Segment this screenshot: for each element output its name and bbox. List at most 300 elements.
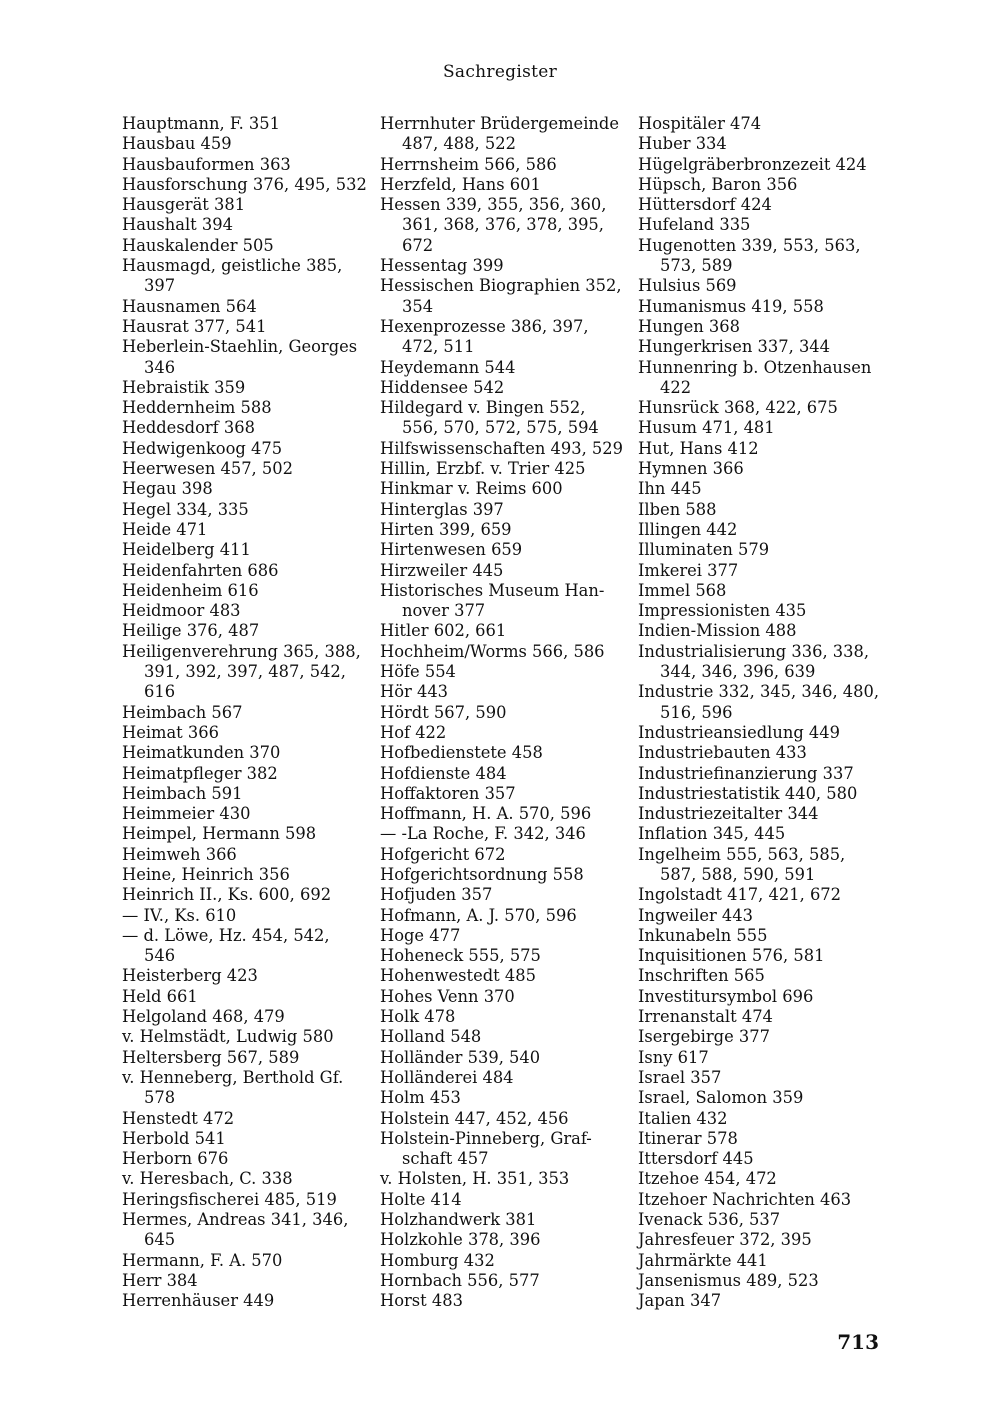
index-entry-line: Hulsius 569 bbox=[638, 276, 737, 296]
index-entry-line: Hunnenring b. Otzenhausen bbox=[638, 357, 872, 377]
index-entry bbox=[638, 1068, 883, 1088]
index-entry-line: Industrie 332, 345, 346, 480, bbox=[638, 682, 880, 702]
index-entry bbox=[122, 439, 372, 459]
index-entry-line: Herrnsheim 566, 586 bbox=[380, 154, 557, 174]
index-entry bbox=[380, 764, 632, 784]
index-entry bbox=[380, 784, 632, 804]
index-entry bbox=[638, 1230, 883, 1250]
index-entry-line: Hessentag 399 bbox=[380, 256, 504, 276]
index-entry bbox=[380, 885, 632, 905]
index-entry bbox=[638, 743, 883, 763]
index-entry bbox=[122, 1210, 372, 1251]
index-entry-line: Italien 432 bbox=[638, 1108, 728, 1128]
index-entry-line: Hungen 368 bbox=[638, 316, 740, 336]
index-entry-line: Heidmoor 483 bbox=[122, 601, 241, 621]
index-entry bbox=[380, 845, 632, 865]
index-entry-line: Industriefinanzierung 337 bbox=[638, 763, 854, 783]
index-entry-line: Hausbauformen 363 bbox=[122, 154, 291, 174]
index-entry bbox=[638, 885, 883, 905]
index-entry bbox=[380, 682, 632, 702]
index-entry bbox=[380, 581, 632, 622]
index-entry-line: Inkunabeln 555 bbox=[638, 925, 768, 945]
index-entry bbox=[638, 155, 883, 175]
index-entry-line: Heydemann 544 bbox=[380, 357, 516, 377]
index-entry-line: Hausgerät 381 bbox=[122, 195, 246, 215]
index-entry-line: Jansenismus 489, 523 bbox=[638, 1270, 819, 1290]
index-entry-line: Inquisitionen 576, 581 bbox=[638, 946, 825, 966]
index-entry bbox=[122, 824, 372, 844]
index-entry bbox=[638, 1251, 883, 1271]
index-entry bbox=[380, 1007, 632, 1027]
index-entry-line: Immel 568 bbox=[638, 580, 727, 600]
index-entry bbox=[380, 966, 632, 986]
index-entry-line: Holland 548 bbox=[380, 1027, 482, 1047]
index-entry-line: Holk 478 bbox=[380, 1007, 456, 1027]
index-entry-line: Heinrich II., Ks. 600, 692 bbox=[122, 885, 332, 905]
index-entry-line: Hoffaktoren 357 bbox=[380, 783, 516, 803]
index-entry bbox=[122, 540, 372, 560]
index-entry bbox=[122, 1271, 372, 1291]
index-entry-line: Heidelberg 411 bbox=[122, 540, 251, 560]
index-entry-line: — -La Roche, F. 342, 346 bbox=[380, 824, 586, 844]
index-entry bbox=[638, 784, 883, 804]
index-entry bbox=[122, 520, 372, 540]
index-entry-line: Heidenfahrten 686 bbox=[122, 560, 279, 580]
index-entry-line: Ittersdorf 445 bbox=[638, 1149, 754, 1169]
index-entry bbox=[122, 215, 372, 235]
index-entry-line: Heiligenverehrung 365, 388, bbox=[122, 641, 361, 661]
index-entry bbox=[638, 926, 883, 946]
index-entry bbox=[122, 378, 372, 398]
index-entry bbox=[638, 236, 883, 277]
index-entry bbox=[380, 459, 632, 479]
index-entry bbox=[380, 804, 632, 824]
index-entry-line: Hirzweiler 445 bbox=[380, 560, 504, 580]
index-entry bbox=[122, 459, 372, 479]
index-entry bbox=[122, 317, 372, 337]
index-entry-line: v. Henneberg, Berthold Gf. bbox=[122, 1067, 344, 1087]
index-entry-continuation: 672 bbox=[402, 235, 434, 255]
index-entry-continuation: 556, 570, 572, 575, 594 bbox=[402, 418, 599, 438]
index-entry-continuation: 344, 346, 396, 639 bbox=[660, 662, 816, 682]
page-number: 713 bbox=[837, 1330, 879, 1354]
index-entry bbox=[122, 743, 372, 763]
index-entry bbox=[380, 175, 632, 195]
index-entry bbox=[638, 1169, 883, 1189]
index-entry-line: Ihn 445 bbox=[638, 479, 702, 499]
index-entry-line: Hof 422 bbox=[380, 722, 447, 742]
index-entry-line: — d. Löwe, Hz. 454, 542, bbox=[122, 925, 330, 945]
index-entry-line: Heimat 366 bbox=[122, 722, 219, 742]
index-entry-line: Heringsfischerei 485, 519 bbox=[122, 1189, 337, 1209]
index-entry bbox=[638, 439, 883, 459]
index-entry-line: Haushalt 394 bbox=[122, 215, 233, 235]
index-entry-line: Helgoland 468, 479 bbox=[122, 1007, 285, 1027]
index-entry bbox=[380, 1190, 632, 1210]
index-entry bbox=[122, 398, 372, 418]
index-entry bbox=[638, 682, 883, 723]
index-entry bbox=[122, 418, 372, 438]
index-entry-line: Hohenwestedt 485 bbox=[380, 966, 536, 986]
index-entry-continuation: 578 bbox=[144, 1088, 176, 1108]
index-column-1 bbox=[122, 114, 372, 1312]
index-entry-line: Herborn 676 bbox=[122, 1149, 229, 1169]
index-entry-line: Heilige 376, 487 bbox=[122, 621, 260, 641]
index-entry-line: Held 661 bbox=[122, 986, 198, 1006]
index-entry-line: Hofbedienstete 458 bbox=[380, 743, 543, 763]
index-entry-line: Israel 357 bbox=[638, 1067, 722, 1087]
index-entry-continuation: 546 bbox=[144, 946, 176, 966]
index-entry-line: Husum 471, 481 bbox=[638, 418, 775, 438]
index-entry-continuation: 516, 596 bbox=[660, 702, 733, 722]
index-entry-line: Ilben 588 bbox=[638, 499, 717, 519]
index-entry bbox=[380, 1251, 632, 1271]
index-entry-continuation: 487, 488, 522 bbox=[402, 134, 516, 154]
index-entry-line: Inschriften 565 bbox=[638, 966, 765, 986]
index-entry bbox=[638, 479, 883, 499]
index-entry-continuation: nover 377 bbox=[402, 601, 486, 621]
index-entry bbox=[380, 1048, 632, 1068]
index-entry bbox=[122, 561, 372, 581]
index-entry-line: Itzehoe 454, 472 bbox=[638, 1169, 777, 1189]
index-entry bbox=[380, 662, 632, 682]
index-entry bbox=[638, 540, 883, 560]
index-entry-line: Israel, Salomon 359 bbox=[638, 1088, 804, 1108]
index-entry-line: v. Helmstädt, Ludwig 580 bbox=[122, 1027, 334, 1047]
index-entry bbox=[380, 987, 632, 1007]
index-entry bbox=[380, 1068, 632, 1088]
index-entry-line: v. Holsten, H. 351, 353 bbox=[380, 1169, 570, 1189]
index-entry-continuation: 346 bbox=[144, 357, 176, 377]
index-entry bbox=[380, 1271, 632, 1291]
index-entry-line: Industriezeitalter 344 bbox=[638, 804, 819, 824]
index-entry bbox=[380, 1210, 632, 1230]
index-entry-continuation: 361, 368, 376, 378, 395, bbox=[402, 215, 604, 235]
index-entry-line: Hut, Hans 412 bbox=[638, 438, 759, 458]
index-entry bbox=[638, 581, 883, 601]
index-entry bbox=[122, 114, 372, 134]
index-entry-line: Höfe 554 bbox=[380, 662, 456, 682]
index-entry bbox=[122, 1007, 372, 1027]
index-entry bbox=[638, 398, 883, 418]
index-entry-line: Hufeland 335 bbox=[638, 215, 751, 235]
index-entry-line: Hildegard v. Bingen 552, bbox=[380, 398, 586, 418]
index-entry-line: Holstein-Pinneberg, Graf- bbox=[380, 1128, 592, 1148]
index-entry bbox=[380, 1291, 632, 1311]
index-entry bbox=[380, 378, 632, 398]
index-entry bbox=[638, 317, 883, 337]
index-entry-line: Isny 617 bbox=[638, 1047, 709, 1067]
index-entry-line: Imkerei 377 bbox=[638, 560, 739, 580]
index-entry-line: Hausmagd, geistliche 385, bbox=[122, 256, 343, 276]
index-entry-line: Inflation 345, 445 bbox=[638, 824, 786, 844]
index-entry bbox=[122, 764, 372, 784]
index-entry-line: Historisches Museum Han- bbox=[380, 580, 605, 600]
index-entry-line: Heimweh 366 bbox=[122, 844, 237, 864]
index-entry-line: Hermann, F. A. 570 bbox=[122, 1250, 283, 1270]
index-entry-line: Isergebirge 377 bbox=[638, 1027, 770, 1047]
index-entry bbox=[122, 236, 372, 256]
index-entry-line: Ingolstadt 417, 421, 672 bbox=[638, 885, 842, 905]
index-entry-line: Heisterberg 423 bbox=[122, 966, 258, 986]
index-entry bbox=[638, 520, 883, 540]
index-entry bbox=[122, 1109, 372, 1129]
index-entry-line: Hohes Venn 370 bbox=[380, 986, 515, 1006]
index-entry-line: Herrnhuter Brüdergemeinde bbox=[380, 114, 619, 133]
index-entry bbox=[638, 845, 883, 886]
running-header: Sachregister bbox=[442, 62, 558, 82]
index-entry bbox=[380, 1129, 632, 1170]
index-entry bbox=[122, 703, 372, 723]
index-entry bbox=[122, 601, 372, 621]
index-entry bbox=[122, 175, 372, 195]
index-entry-line: Hauptmann, F. 351 bbox=[122, 114, 281, 133]
index-entry-line: Hofmann, A. J. 570, 596 bbox=[380, 905, 577, 925]
index-entry-line: Holstein 447, 452, 456 bbox=[380, 1108, 569, 1128]
index-entry bbox=[638, 175, 883, 195]
index-entry-line: Hegau 398 bbox=[122, 479, 213, 499]
index-entry bbox=[638, 642, 883, 683]
index-entry bbox=[638, 459, 883, 479]
index-entry-line: Indien-Mission 488 bbox=[638, 621, 797, 641]
index-entry-line: Herzfeld, Hans 601 bbox=[380, 174, 541, 194]
index-entry-line: Hausnamen 564 bbox=[122, 296, 257, 316]
index-entry-line: Hitler 602, 661 bbox=[380, 621, 507, 641]
index-entry bbox=[380, 743, 632, 763]
index-entry-line: Hedwigenkoog 475 bbox=[122, 438, 283, 458]
index-entry bbox=[638, 804, 883, 824]
index-entry-line: Hessen 339, 355, 356, 360, bbox=[380, 195, 607, 215]
index-entry-line: Holte 414 bbox=[380, 1189, 462, 1209]
index-entry bbox=[638, 764, 883, 784]
index-entry bbox=[638, 418, 883, 438]
index-entry-line: Hunsrück 368, 422, 675 bbox=[638, 398, 838, 418]
index-entry-continuation: 645 bbox=[144, 1230, 176, 1250]
index-entry-line: Impressionisten 435 bbox=[638, 601, 807, 621]
index-entry-line: Hüpsch, Baron 356 bbox=[638, 174, 798, 194]
index-entry bbox=[638, 966, 883, 986]
index-entry bbox=[638, 1271, 883, 1291]
index-entry bbox=[380, 1169, 632, 1189]
index-entry bbox=[122, 1068, 372, 1109]
index-entry-line: Illuminaten 579 bbox=[638, 540, 770, 560]
index-entry-line: — IV., Ks. 610 bbox=[122, 905, 237, 925]
index-entry bbox=[122, 804, 372, 824]
index-entry bbox=[638, 297, 883, 317]
index-entry-line: Heddesdorf 368 bbox=[122, 418, 255, 438]
index-entry-continuation: schaft 457 bbox=[402, 1149, 489, 1169]
index-entry bbox=[380, 642, 632, 662]
index-entry bbox=[122, 256, 372, 297]
index-entry bbox=[380, 906, 632, 926]
index-entry bbox=[380, 1088, 632, 1108]
index-entry-continuation: 587, 588, 590, 591 bbox=[660, 864, 816, 884]
index-entry-line: Itzehoer Nachrichten 463 bbox=[638, 1189, 852, 1209]
index-entry bbox=[122, 784, 372, 804]
index-entry bbox=[638, 358, 883, 399]
index-entry-line: Huber 334 bbox=[638, 134, 727, 154]
index-entry-line: Herbold 541 bbox=[122, 1128, 226, 1148]
index-entry-line: Heide 471 bbox=[122, 519, 208, 539]
index-entry-line: Hausbau 459 bbox=[122, 134, 232, 154]
index-entry-line: Hausforschung 376, 495, 532 bbox=[122, 174, 367, 194]
index-entry bbox=[122, 621, 372, 641]
index-entry bbox=[638, 621, 883, 641]
index-entry-line: Hornbach 556, 577 bbox=[380, 1270, 540, 1290]
index-entry-line: Hausrat 377, 541 bbox=[122, 316, 267, 336]
index-entry-line: Hördt 567, 590 bbox=[380, 702, 507, 722]
index-entry bbox=[122, 865, 372, 885]
index-entry bbox=[380, 865, 632, 885]
index-entry bbox=[380, 276, 632, 317]
index-entry bbox=[122, 1027, 372, 1047]
index-entry-line: Illingen 442 bbox=[638, 519, 738, 539]
index-entry-line: Holm 453 bbox=[380, 1088, 461, 1108]
index-entry bbox=[638, 500, 883, 520]
index-entry bbox=[380, 824, 632, 844]
index-entry bbox=[638, 1048, 883, 1068]
index-entry-line: Heerwesen 457, 502 bbox=[122, 459, 293, 479]
index-entry-line: Hermes, Andreas 341, 346, bbox=[122, 1210, 349, 1230]
index-entry bbox=[122, 845, 372, 865]
index-entry bbox=[380, 946, 632, 966]
index-entry bbox=[122, 500, 372, 520]
index-entry-line: Industrieansiedlung 449 bbox=[638, 722, 841, 742]
index-entry-line: Hinkmar v. Reims 600 bbox=[380, 479, 563, 499]
index-entry bbox=[122, 337, 372, 378]
index-entry-line: v. Heresbach, C. 338 bbox=[122, 1169, 293, 1189]
index-entry-line: Jahresfeuer 372, 395 bbox=[638, 1230, 812, 1250]
index-entry bbox=[380, 621, 632, 641]
index-entry-line: Hoffmann, H. A. 570, 596 bbox=[380, 804, 592, 824]
index-entry bbox=[380, 926, 632, 946]
index-entry-continuation: 616 bbox=[144, 682, 176, 702]
index-entry-line: Heimbach 591 bbox=[122, 783, 243, 803]
index-entry-line: Hofjuden 357 bbox=[380, 885, 493, 905]
index-entry-line: Heimatkunden 370 bbox=[122, 743, 281, 763]
index-entry-line: Investitursymbol 696 bbox=[638, 986, 814, 1006]
index-entry-line: Horst 483 bbox=[380, 1291, 463, 1311]
index-entry bbox=[122, 987, 372, 1007]
index-entry-line: Hüttersdorf 424 bbox=[638, 195, 772, 215]
index-entry bbox=[380, 439, 632, 459]
index-entry-line: Hirten 399, 659 bbox=[380, 519, 512, 539]
index-entry bbox=[122, 906, 372, 926]
index-entry bbox=[380, 561, 632, 581]
index-entry bbox=[638, 723, 883, 743]
index-entry bbox=[122, 155, 372, 175]
index-entry bbox=[122, 581, 372, 601]
index-entry-line: Hymnen 366 bbox=[638, 459, 744, 479]
index-entry bbox=[122, 723, 372, 743]
index-entry-line: Hofdienste 484 bbox=[380, 763, 507, 783]
index-entry bbox=[638, 946, 883, 966]
index-entry bbox=[380, 1109, 632, 1129]
index-entry-line: Holzhandwerk 381 bbox=[380, 1210, 537, 1230]
index-entry-line: Hegel 334, 335 bbox=[122, 499, 249, 519]
index-entry bbox=[122, 966, 372, 986]
index-entry-line: Industrialisierung 336, 338, bbox=[638, 641, 870, 661]
index-entry-line: Holländer 539, 540 bbox=[380, 1047, 541, 1067]
index-entry bbox=[638, 1190, 883, 1210]
index-entry-line: Jahrmärkte 441 bbox=[638, 1250, 768, 1270]
index-entry-line: Homburg 432 bbox=[380, 1250, 495, 1270]
index-entry bbox=[638, 114, 883, 134]
index-entry bbox=[122, 1129, 372, 1149]
index-entry bbox=[380, 1027, 632, 1047]
index-entry bbox=[638, 1129, 883, 1149]
index-entry bbox=[380, 479, 632, 499]
index-entry bbox=[638, 1291, 883, 1311]
index-entry-line: Hungerkrisen 337, 344 bbox=[638, 337, 831, 357]
index-entry-line: Hör 443 bbox=[380, 682, 449, 702]
index-entry-line: Herrenhäuser 449 bbox=[122, 1291, 275, 1311]
index-entry bbox=[638, 215, 883, 235]
index-entry-continuation: 391, 392, 397, 487, 542, bbox=[144, 662, 346, 682]
index-entry bbox=[638, 337, 883, 357]
index-entry bbox=[380, 358, 632, 378]
index-entry-line: Hauskalender 505 bbox=[122, 235, 274, 255]
index-entry-line: Hillin, Erzbf. v. Trier 425 bbox=[380, 459, 586, 479]
index-entry bbox=[638, 561, 883, 581]
index-entry-line: Hebraistik 359 bbox=[122, 377, 246, 397]
index-entry-line: Ingelheim 555, 563, 585, bbox=[638, 844, 846, 864]
index-entry-line: Ingweiler 443 bbox=[638, 905, 753, 925]
index-column-3 bbox=[638, 114, 883, 1312]
index-entry-continuation: 422 bbox=[660, 377, 692, 397]
index-entry-continuation: 354 bbox=[402, 296, 434, 316]
index-entry bbox=[122, 1190, 372, 1210]
index-entry bbox=[380, 114, 632, 155]
index-entry bbox=[122, 479, 372, 499]
index-entry bbox=[638, 1210, 883, 1230]
index-entry bbox=[638, 987, 883, 1007]
index-entry bbox=[122, 195, 372, 215]
index-entry-line: Holzkohle 378, 396 bbox=[380, 1230, 541, 1250]
index-entry-line: Irrenanstalt 474 bbox=[638, 1007, 773, 1027]
index-entry-line: Hofgericht 672 bbox=[380, 844, 506, 864]
index-entry bbox=[380, 195, 632, 256]
index-entry-line: Henstedt 472 bbox=[122, 1108, 235, 1128]
index-entry-line: Hoge 477 bbox=[380, 925, 461, 945]
index-entry bbox=[122, 134, 372, 154]
index-entry-line: Hessischen Biographien 352, bbox=[380, 276, 622, 296]
index-entry bbox=[380, 723, 632, 743]
index-entry-line: Hochheim/Worms 566, 586 bbox=[380, 641, 605, 661]
index-entry-line: Herr 384 bbox=[122, 1270, 198, 1290]
index-entry bbox=[638, 134, 883, 154]
index-entry bbox=[122, 1291, 372, 1311]
index-entry-line: Holländerei 484 bbox=[380, 1067, 514, 1087]
index-entry bbox=[380, 317, 632, 358]
index-entry bbox=[380, 256, 632, 276]
index-entry bbox=[638, 1088, 883, 1108]
index-entry bbox=[638, 1149, 883, 1169]
index-entry-line: Japan 347 bbox=[638, 1291, 722, 1311]
index-entry-line: Hexenprozesse 386, 397, bbox=[380, 316, 589, 336]
index-entry bbox=[122, 885, 372, 905]
index-entry bbox=[380, 1230, 632, 1250]
index-entry bbox=[122, 1149, 372, 1169]
index-entry bbox=[638, 906, 883, 926]
index-entry-line: Industriestatistik 440, 580 bbox=[638, 783, 858, 803]
index-entry-line: Heimmeier 430 bbox=[122, 804, 251, 824]
index-entry-continuation: 397 bbox=[144, 276, 176, 296]
index-entry-line: Hugenotten 339, 553, 563, bbox=[638, 235, 861, 255]
index-entry bbox=[638, 1027, 883, 1047]
index-entry bbox=[380, 500, 632, 520]
index-entry bbox=[122, 1169, 372, 1189]
